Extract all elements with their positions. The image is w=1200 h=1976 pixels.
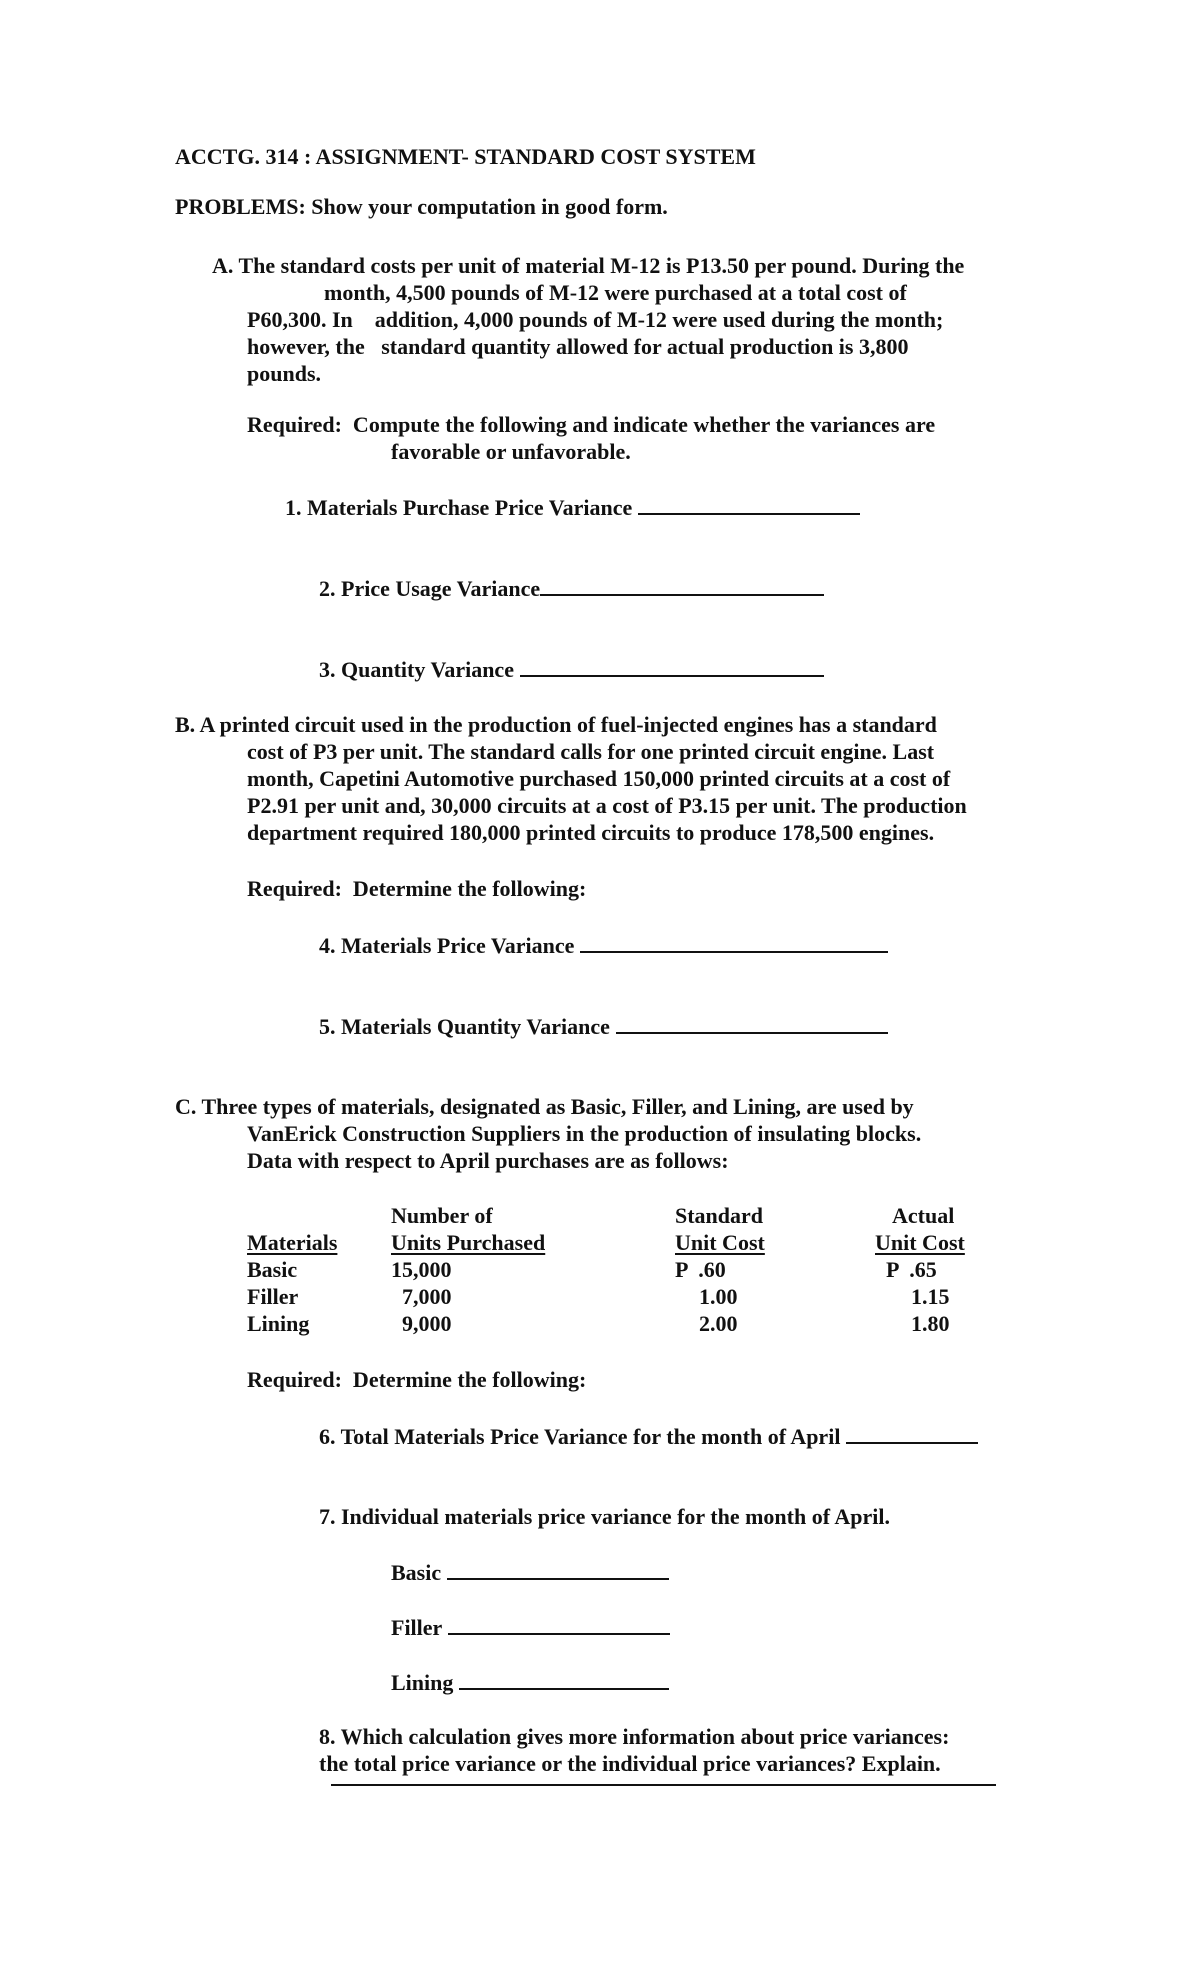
question-7: 7. Individual materials price variance for the month of April. — [319, 1504, 890, 1529]
answer-blank-lining[interactable] — [459, 1668, 669, 1690]
question-1 — [285, 493, 860, 521]
answer-blank-1[interactable] — [638, 493, 860, 515]
question-3-label: 3. Quantity Variance — [319, 657, 514, 682]
answer-blank-basic[interactable] — [447, 1558, 669, 1580]
table-header-top: Actual — [892, 1203, 955, 1228]
problem-c-line: C. Three types of materials, designated as Basic, Filler, and Lining, are used by — [175, 1094, 914, 1119]
problem-a-line: month, 4,500 pounds of M-12 were purchased at a total cost of — [324, 280, 907, 305]
problem-b-line: cost of P3 per unit. The standard calls for one printed circuit engine. Last — [247, 739, 935, 764]
question-7-filler — [391, 1613, 670, 1641]
table-header-cell: Unit Cost — [675, 1230, 765, 1255]
instructions: PROBLEMS: Show your computation in good form. — [175, 194, 668, 219]
page-title: ACCTG. 314 : ASSIGNMENT- STANDARD COST SYSTEM — [175, 144, 756, 169]
problem-a-line: pounds. — [247, 361, 322, 386]
answer-blank-3[interactable] — [520, 655, 824, 677]
question-7-lining — [391, 1668, 669, 1696]
question-2-label: 2. Price Usage Variance — [319, 576, 541, 601]
table-header-cell: Materials — [247, 1230, 338, 1255]
answer-blank-4[interactable] — [580, 931, 888, 953]
problem-b-line: month, Capetini Automotive purchased 150,000 printed circuits at a cost of — [247, 766, 951, 791]
table-header-cell: Units Purchased — [391, 1230, 546, 1255]
table-header-top: Number of — [391, 1203, 493, 1228]
answer-blank-filler[interactable] — [448, 1613, 670, 1635]
answer-blank-6[interactable] — [846, 1422, 978, 1444]
question-7-basic — [391, 1558, 669, 1586]
problem-a-line: A. The standard costs per unit of material M-12 is P13.50 per pound. During the — [212, 253, 965, 278]
problem-c-required: Required: Determine the following: — [247, 1367, 587, 1392]
question-3 — [319, 655, 824, 683]
problem-c-line: Data with respect to April purchases are as follows: — [247, 1148, 729, 1173]
question-5 — [319, 1012, 888, 1040]
table-cell: Lining — [247, 1311, 310, 1336]
problem-a-line: however, the standard quantity allowed for actual production is 3,800 — [247, 334, 909, 359]
question-4-label: 4. Materials Price Variance — [319, 933, 575, 958]
table-cell: P .60 — [675, 1257, 726, 1282]
table-cell: 2.00 — [699, 1311, 738, 1336]
question-5-label: 5. Materials Quantity Variance — [319, 1014, 610, 1039]
question-6 — [319, 1422, 978, 1450]
table-cell: 15,000 — [391, 1257, 452, 1282]
table-cell: 1.80 — [911, 1311, 950, 1336]
question-4 — [319, 931, 888, 959]
table-cell: 1.15 — [911, 1284, 950, 1309]
table-header-top: Standard — [675, 1203, 764, 1228]
problem-a-required: Required: Compute the following and indicate whether the variances are — [247, 412, 936, 437]
table-cell: Basic — [247, 1257, 298, 1282]
problem-a-line: P60,300. In addition, 4,000 pounds of M-12 were used during the month; — [247, 307, 944, 332]
problem-b-line: department required 180,000 printed circuits to produce 178,500 engines. — [247, 820, 935, 845]
lining-label: Lining — [391, 1670, 454, 1695]
table-cell: P .65 — [886, 1257, 937, 1282]
question-8: 8. Which calculation gives more information about price variances: — [319, 1724, 950, 1749]
problem-a-required-cont: favorable or unfavorable. — [391, 439, 631, 464]
basic-label: Basic — [391, 1560, 442, 1585]
filler-label: Filler — [391, 1615, 443, 1640]
answer-blank-5[interactable] — [616, 1012, 888, 1034]
answer-blank-2[interactable] — [540, 574, 824, 596]
table-header-cell: Unit Cost — [875, 1230, 965, 1255]
question-1-label: 1. Materials Purchase Price Variance — [285, 495, 633, 520]
question-2 — [319, 574, 824, 602]
problem-b-line: P2.91 per unit and, 30,000 circuits at a cost of P3.15 per unit. The production — [247, 793, 967, 818]
problem-c-line: VanErick Construction Suppliers in the production of insulating blocks. — [247, 1121, 922, 1146]
problem-b-line: B. A printed circuit used in the production of fuel-injected engines has a standard — [175, 712, 937, 737]
table-cell: 7,000 — [402, 1284, 452, 1309]
question-6-label: 6. Total Materials Price Variance for the month of April — [319, 1424, 841, 1449]
table-cell: Filler — [247, 1284, 299, 1309]
answer-blank-8[interactable] — [331, 1784, 996, 1786]
table-cell: 9,000 — [402, 1311, 452, 1336]
problem-b-required: Required: Determine the following: — [247, 876, 587, 901]
table-cell: 1.00 — [699, 1284, 738, 1309]
question-8-cont: the total price variance or the individual price variances? Explain. — [319, 1751, 941, 1776]
